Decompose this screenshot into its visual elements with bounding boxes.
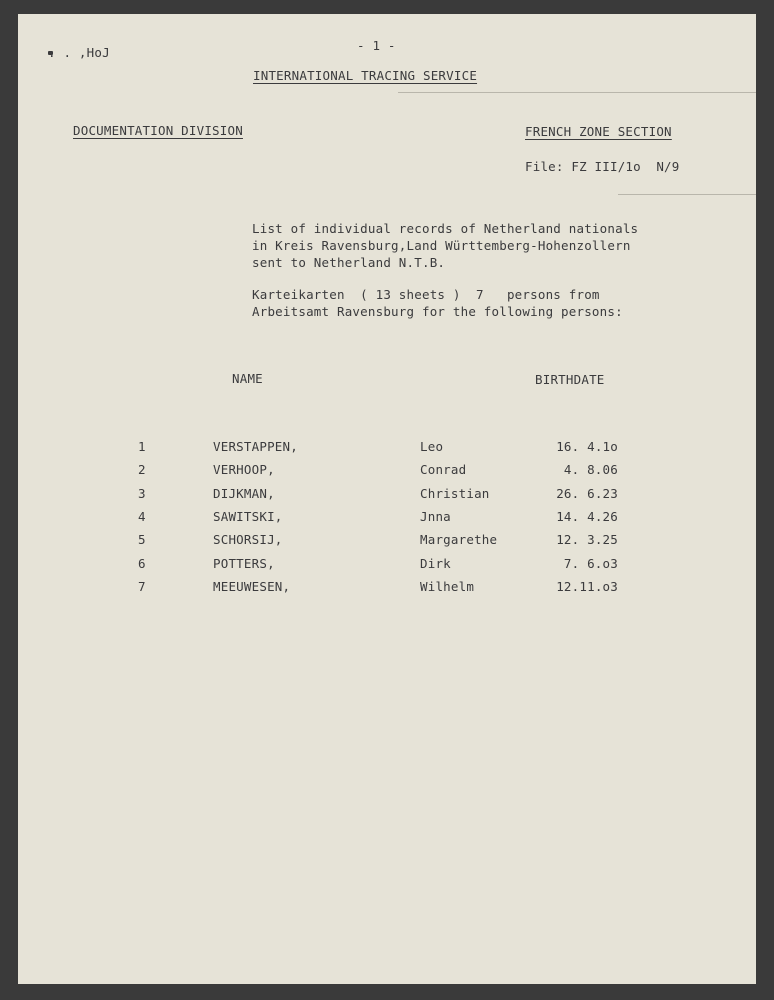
column-heading-name: NAME (232, 371, 263, 386)
row-number: 4 (138, 509, 146, 524)
fold-line (398, 92, 756, 93)
firstname: Leo (420, 439, 444, 454)
surname: VERSTAPPEN, (213, 439, 298, 454)
surname: SCHORSIJ, (213, 532, 283, 547)
surname: MEEUWESEN, (213, 579, 291, 594)
fold-line (618, 194, 756, 195)
birthdate: 26. 6.23 (556, 486, 618, 501)
surname: POTTERS, (213, 556, 275, 571)
column-heading-birthdate: BIRTHDATE (535, 372, 605, 387)
birthdate: 14. 4.26 (556, 509, 618, 524)
intro-line-4: Karteikarten ( 13 sheets ) 7 persons from (252, 287, 600, 302)
row-number: 2 (138, 462, 146, 477)
firstname: Jnna (420, 509, 451, 524)
firstname: Conrad (420, 462, 467, 477)
intro-line-5: Arbeitsamt Ravensburg for the following persons: (252, 304, 623, 319)
firstname: Margarethe (420, 532, 498, 547)
section-heading: FRENCH ZONE SECTION (525, 124, 672, 139)
division-heading: DOCUMENTATION DIVISION (73, 123, 243, 138)
birthdate: 7. 6.o3 (563, 556, 618, 571)
intro-line-2: in Kreis Ravensburg,Land Württemberg-Hohenzollern (252, 238, 631, 253)
firstname: Christian (420, 486, 490, 501)
birthdate: 16. 4.1o (556, 439, 618, 454)
organization-title: INTERNATIONAL TRACING SERVICE (253, 68, 478, 83)
page-number: - 1 - (357, 38, 396, 53)
row-number: 6 (138, 556, 146, 571)
surname: SAWITSKI, (213, 509, 283, 524)
birthdate: 12. 3.25 (556, 532, 618, 547)
surname: DIJKMAN, (213, 486, 275, 501)
birthdate: 12.11.o3 (556, 579, 618, 594)
row-number: 1 (138, 439, 146, 454)
row-number: 7 (138, 579, 146, 594)
row-number: 5 (138, 532, 146, 547)
document-page (18, 14, 756, 984)
surname: VERHOOP, (213, 462, 275, 477)
row-number: 3 (138, 486, 146, 501)
file-reference: File: FZ III/1o N/9 (525, 159, 680, 174)
intro-line-1: List of individual records of Netherland nationals (252, 221, 639, 236)
firstname: Dirk (420, 556, 451, 571)
firstname: Wilhelm (420, 579, 475, 594)
intro-line-3: sent to Netherland N.T.B. (252, 255, 446, 270)
birthdate: 4. 8.06 (563, 462, 618, 477)
corner-mark: . . ,HoJ (48, 45, 110, 60)
